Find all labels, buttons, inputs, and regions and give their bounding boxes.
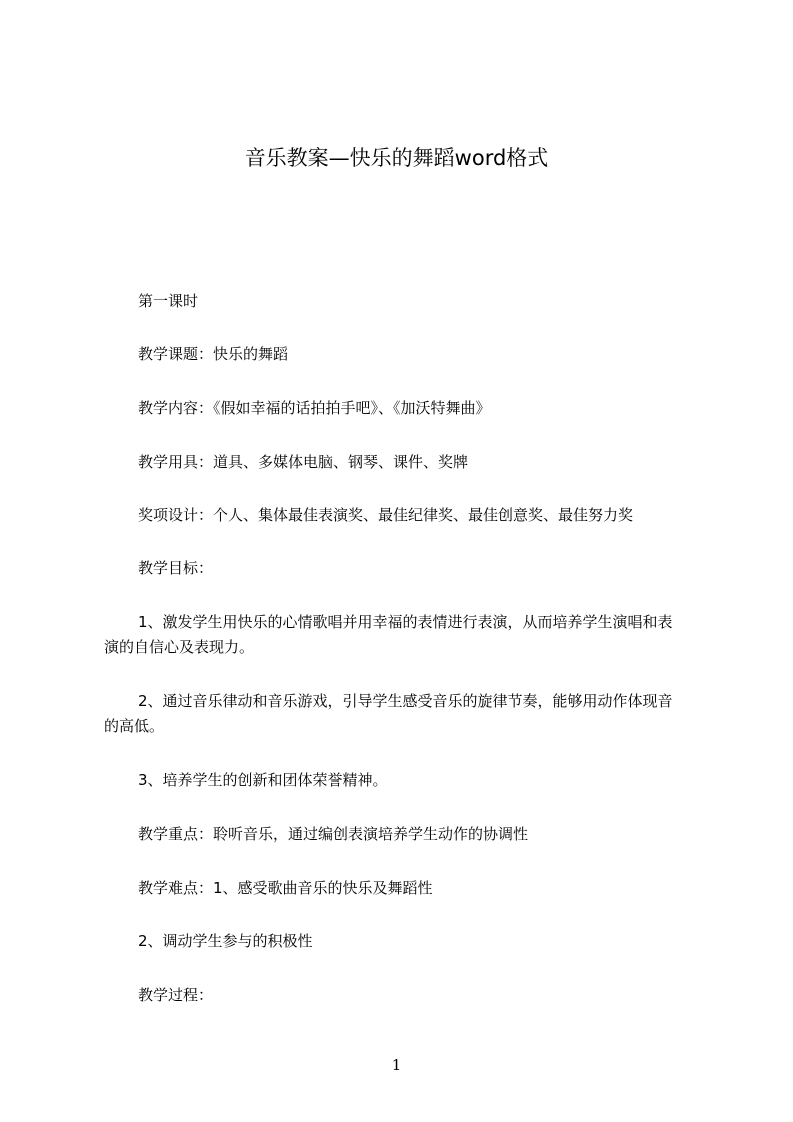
process-heading: 教学过程： xyxy=(138,986,214,1004)
lesson-topic: 教学课题：快乐的舞蹈 xyxy=(138,345,289,363)
goal-2-line-2: 的高低。 xyxy=(104,717,165,735)
document-title: 音乐教案—快乐的舞蹈word格式 xyxy=(244,146,549,170)
goal-1-line-2: 演的自信心及表现力。 xyxy=(104,638,255,656)
difficulties: 教学难点：1、感受歌曲音乐的快乐及舞蹈性 xyxy=(138,879,433,897)
lesson-period: 第一课时 xyxy=(138,292,199,310)
lesson-content: 教学内容：《假如幸福的话拍拍手吧》、《加沃特舞曲》 xyxy=(138,399,491,417)
page-number: 1 xyxy=(391,1056,402,1074)
goal-1-line-1: 1、激发学生用快乐的心情歌唱并用幸福的表情进行表演，从而培养学生演唱和表 xyxy=(138,613,673,631)
award-design: 奖项设计：个人、集体最佳表演奖、最佳纪律奖、最佳创意奖、最佳努力奖 xyxy=(138,506,634,524)
goals-heading: 教学目标： xyxy=(138,559,214,577)
key-points: 教学重点：聆听音乐，通过编创表演培养学生动作的协调性 xyxy=(138,825,529,843)
goal-2-line-1: 2、通过音乐律动和音乐游戏，引导学生感受音乐的旋律节奏，能够用动作体现音 xyxy=(138,692,673,710)
difficulty-2: 2、调动学生参与的积极性 xyxy=(138,932,313,950)
goal-3: 3、培养学生的创新和团体荣誉精神。 xyxy=(138,771,388,789)
lesson-tools: 教学用具：道具、多媒体电脑、钢琴、课件、奖牌 xyxy=(138,453,469,471)
